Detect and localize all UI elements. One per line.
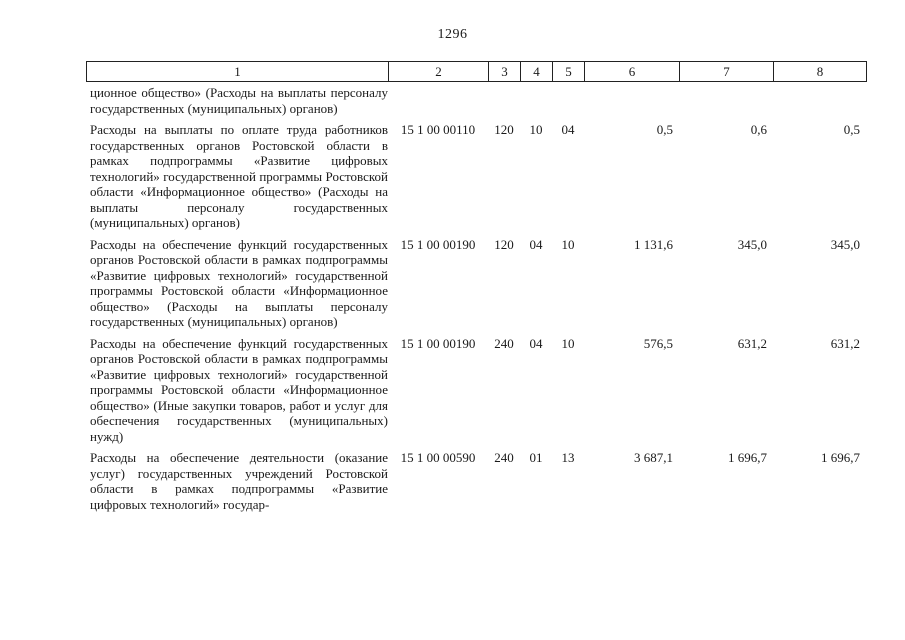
row-amount-3: 1 696,7 — [821, 450, 860, 465]
table-row — [86, 85, 866, 116]
row-section: 10 — [529, 122, 543, 137]
row-description: Расходы на выплаты по оплате труда работников государственных органов Ростовской области в рамках подпрограммы «Развитие цифровых технологий» государственной программы Ростовской области «Информационное общество» (Расходы на выплаты персоналу государственных (муниципальных) органов) — [90, 122, 388, 230]
row-amount-1: 0,5 — [656, 122, 673, 137]
row-amount-1 — [584, 85, 679, 116]
row-description: Расходы на обеспечение функций государственных органов Ростовской области в рамках подпрограммы «Развитие цифровых технологий» государственной программы Ростовской области «Информационное общество» (Иные закупки товаров, работ и услуг для обеспечения государственных (муниципальных) нужд) — [90, 335, 388, 444]
row-target-code: 15 1 00 00590 — [400, 450, 476, 465]
row-subsection — [552, 85, 584, 116]
page-number: 1296 — [437, 27, 468, 42]
row-target-code: 15 1 00 00110 — [400, 122, 476, 137]
row-description: ционное общество» (Расходы на выплаты персоналу государственных (муниципальных) органов) — [90, 85, 388, 116]
row-description: Расходы на обеспечение функций государственных органов Ростовской области в рамках подпрограммы «Развитие цифровых технологий» государственной программы Ростовской области «Информационное общество» (Расходы на выплаты персоналу государственных (муниципальных) органов) — [90, 236, 388, 329]
table-row — [86, 122, 866, 231]
row-amount-3: 631,2 — [830, 335, 860, 351]
row-expense-type: 120 — [494, 122, 514, 137]
row-target-code — [388, 85, 488, 116]
row-subsection: 10 — [561, 236, 575, 252]
row-amount-2: 0,6 — [750, 122, 767, 137]
row-expense-type: 120 — [494, 236, 514, 252]
table-row — [86, 450, 866, 512]
row-section: 04 — [529, 236, 543, 252]
column-header-3: 3 — [489, 62, 521, 82]
column-header-8: 8 — [774, 62, 867, 82]
row-expense-type: 240 — [494, 450, 514, 465]
column-header-7: 7 — [680, 62, 774, 82]
row-description: Расходы на обеспечение деятельности (оказание услуг) государственных учреждений Ростовской области в рамках подпрограммы «Развитие цифровых технологий» государ- — [90, 450, 388, 512]
row-amount-2: 631,2 — [737, 335, 767, 351]
row-amount-3 — [773, 85, 866, 116]
row-amount-1: 3 687,1 — [634, 450, 673, 465]
row-section: 04 — [529, 335, 543, 351]
row-section — [520, 85, 552, 116]
row-subsection: 10 — [561, 335, 575, 351]
table-header — [86, 61, 867, 82]
row-section: 01 — [529, 450, 543, 465]
row-subsection: 13 — [561, 450, 575, 465]
column-header-5: 5 — [553, 62, 585, 82]
table-row — [86, 336, 866, 445]
table-body — [86, 85, 866, 518]
row-amount-1: 1 131,6 — [634, 236, 673, 252]
row-amount-2 — [679, 85, 773, 116]
row-target-code: 15 1 00 00190 — [400, 335, 476, 351]
row-expense-type — [488, 85, 520, 116]
column-header-4: 4 — [521, 62, 553, 82]
row-subsection: 04 — [561, 122, 575, 137]
row-amount-3: 0,5 — [843, 122, 860, 137]
row-target-code: 15 1 00 00190 — [400, 236, 476, 252]
row-amount-2: 1 696,7 — [728, 450, 767, 465]
table-row — [86, 237, 866, 330]
column-header-2: 2 — [389, 62, 489, 82]
row-amount-2: 345,0 — [737, 236, 767, 252]
row-expense-type: 240 — [494, 335, 514, 351]
column-header-6: 6 — [585, 62, 680, 82]
row-amount-1: 576,5 — [643, 335, 673, 351]
column-header-1: 1 — [87, 62, 389, 82]
row-amount-3: 345,0 — [830, 236, 860, 252]
